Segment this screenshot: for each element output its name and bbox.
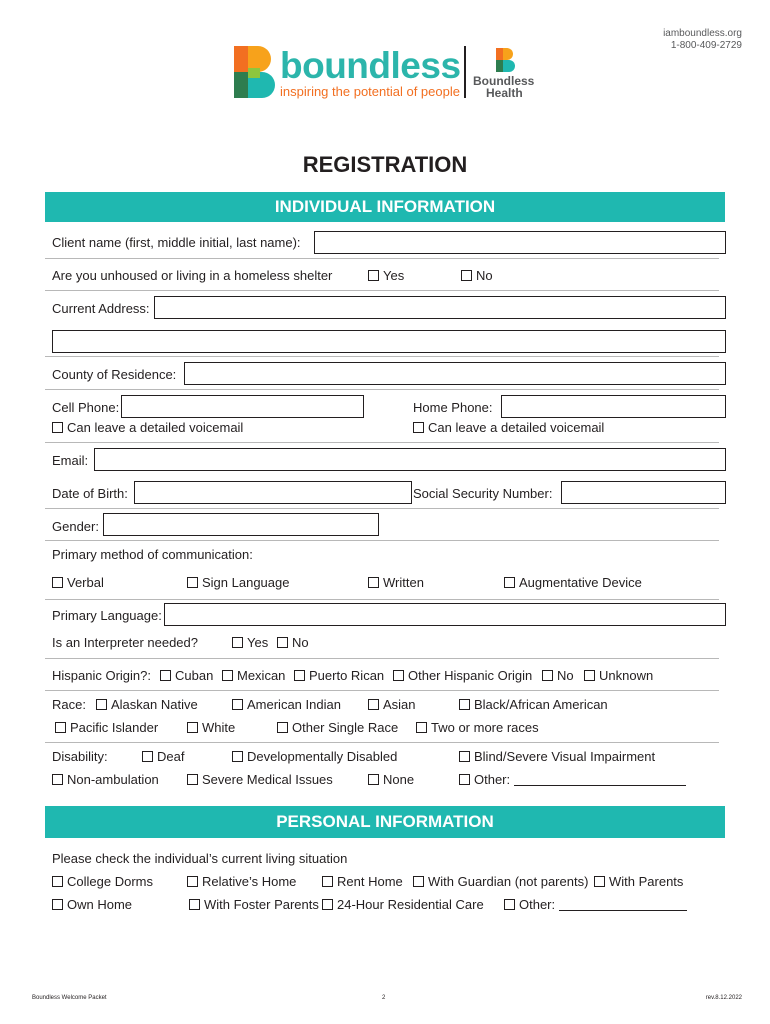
health-line2: Health xyxy=(486,86,523,100)
checkbox-icon xyxy=(277,722,288,733)
comm-sign-checkbox[interactable]: Sign Language xyxy=(187,575,289,591)
checkbox-icon xyxy=(368,270,379,281)
row-divider xyxy=(45,599,719,600)
row-divider xyxy=(45,442,719,443)
living-guardian-checkbox[interactable]: With Guardian (not parents) xyxy=(413,874,588,890)
county-input[interactable] xyxy=(184,362,726,385)
address-line1-input[interactable] xyxy=(154,296,726,319)
hispanic-no-checkbox[interactable]: No xyxy=(542,668,574,684)
row-divider xyxy=(45,389,719,390)
checkbox-icon xyxy=(504,899,515,910)
checkbox-icon xyxy=(294,670,305,681)
hispanic-cuban-checkbox[interactable]: Cuban xyxy=(160,668,213,684)
row-divider xyxy=(45,658,719,659)
checkbox-icon xyxy=(393,670,404,681)
disability-none-checkbox[interactable]: None xyxy=(368,772,414,788)
interpreter-no-checkbox[interactable]: No xyxy=(277,635,309,651)
checkbox-icon xyxy=(232,751,243,762)
home-phone-label: Home Phone: xyxy=(413,400,493,415)
brand-wordmark: boundless xyxy=(280,45,461,86)
primary-language-label: Primary Language: xyxy=(52,608,162,623)
living-foster-checkbox[interactable]: With Foster Parents xyxy=(189,897,319,913)
checkbox-icon xyxy=(277,637,288,648)
checkbox-icon xyxy=(322,876,333,887)
page-title: REGISTRATION xyxy=(302,152,468,177)
hispanic-mexican-checkbox[interactable]: Mexican xyxy=(222,668,285,684)
disability-deaf-checkbox[interactable]: Deaf xyxy=(142,749,184,765)
disability-medical-checkbox[interactable]: Severe Medical Issues xyxy=(187,772,333,788)
unhoused-no-checkbox[interactable]: No xyxy=(461,268,493,284)
brand-tagline: inspiring the potential of people xyxy=(280,84,460,99)
checkbox-icon xyxy=(594,876,605,887)
hispanic-unknown-checkbox[interactable]: Unknown xyxy=(584,668,653,684)
checkbox-icon xyxy=(187,722,198,733)
checkbox-icon xyxy=(52,899,63,910)
unhoused-yes-checkbox[interactable]: Yes xyxy=(368,268,404,284)
client-name-input[interactable] xyxy=(314,231,726,254)
checkbox-icon xyxy=(187,577,198,588)
checkbox-icon xyxy=(542,670,553,681)
home-voicemail-checkbox[interactable]: Can leave a detailed voicemail xyxy=(413,420,604,436)
race-other-single-checkbox[interactable]: Other Single Race xyxy=(277,720,398,736)
row-divider xyxy=(45,356,719,357)
checkbox-icon xyxy=(52,577,63,588)
primary-language-input[interactable] xyxy=(164,603,726,626)
dob-input[interactable] xyxy=(134,481,412,504)
disability-other-checkbox[interactable]: Other: xyxy=(459,772,686,788)
row-divider xyxy=(45,290,719,291)
hispanic-other-checkbox[interactable]: Other Hispanic Origin xyxy=(393,668,532,684)
living-rent-checkbox[interactable]: Rent Home xyxy=(322,874,403,890)
client-name-label: Client name (first, middle initial, last name): xyxy=(52,235,301,250)
row-divider xyxy=(45,508,719,509)
boundless-logo-icon xyxy=(232,44,280,102)
living-24hr-checkbox[interactable]: 24-Hour Residential Care xyxy=(322,897,484,913)
checkbox-icon xyxy=(189,899,200,910)
cell-phone-label: Cell Phone: xyxy=(52,400,120,415)
checkbox-icon xyxy=(413,422,424,433)
dob-label: Date of Birth: xyxy=(52,486,128,501)
race-white-checkbox[interactable]: White xyxy=(187,720,235,736)
email-label: Email: xyxy=(52,453,89,468)
race-asian-checkbox[interactable]: Asian xyxy=(368,697,416,713)
race-american-indian-checkbox[interactable]: American Indian xyxy=(232,697,341,713)
living-relative-checkbox[interactable]: Relative’s Home xyxy=(187,874,296,890)
home-phone-input[interactable] xyxy=(501,395,726,418)
checkbox-icon xyxy=(461,270,472,281)
checkbox-icon xyxy=(187,876,198,887)
health-line1: Boundless xyxy=(473,74,535,88)
boundless-health-logo-icon xyxy=(494,46,516,74)
footer-revision: rev.8.12.2022 xyxy=(705,995,742,1001)
checkbox-icon xyxy=(232,637,243,648)
race-black-checkbox[interactable]: Black/African American xyxy=(459,697,608,713)
email-input[interactable] xyxy=(94,448,726,471)
race-label: Race: xyxy=(52,697,86,712)
ssn-input[interactable] xyxy=(561,481,726,504)
footer-page-number: 2 xyxy=(382,995,386,1001)
checkbox-icon xyxy=(222,670,233,681)
current-address-label: Current Address: xyxy=(52,301,150,316)
checkbox-icon xyxy=(584,670,595,681)
gender-input[interactable] xyxy=(103,513,379,536)
checkbox-icon xyxy=(96,699,107,710)
comm-method-label: Primary method of communication: xyxy=(52,547,253,562)
checkbox-icon xyxy=(416,722,427,733)
checkbox-icon xyxy=(368,699,379,710)
disability-blind-checkbox[interactable]: Blind/Severe Visual Impairment xyxy=(459,749,655,765)
checkbox-icon xyxy=(368,774,379,785)
gender-label: Gender: xyxy=(52,519,99,534)
living-other-checkbox[interactable]: Other: xyxy=(504,897,687,913)
row-divider xyxy=(45,742,719,743)
website-text: iamboundless.org xyxy=(663,28,742,39)
checkbox-icon xyxy=(55,722,66,733)
hispanic-puerto-rican-checkbox[interactable]: Puerto Rican xyxy=(294,668,384,684)
checkbox-icon xyxy=(52,876,63,887)
checkbox-icon xyxy=(459,751,470,762)
disability-dev-checkbox[interactable]: Developmentally Disabled xyxy=(232,749,397,765)
disability-nonambulation-checkbox[interactable]: Non-ambulation xyxy=(52,772,159,788)
checkbox-icon xyxy=(187,774,198,785)
cell-voicemail-checkbox[interactable]: Can leave a detailed voicemail xyxy=(52,420,243,436)
checkbox-icon xyxy=(142,751,153,762)
footer-left: Boundless Welcome Packet xyxy=(32,995,107,1001)
checkbox-icon xyxy=(413,876,424,887)
checkbox-icon xyxy=(232,699,243,710)
disability-other-line[interactable] xyxy=(514,773,686,786)
comm-written-checkbox[interactable]: Written xyxy=(368,575,424,591)
hispanic-label: Hispanic Origin?: xyxy=(52,668,151,683)
ssn-label: Social Security Number: xyxy=(413,486,553,501)
phone-text: 1-800-409-2729 xyxy=(670,40,742,51)
comm-verbal-checkbox[interactable]: Verbal xyxy=(52,575,104,591)
race-two-or-more-checkbox[interactable]: Two or more races xyxy=(416,720,539,736)
living-other-line[interactable] xyxy=(559,898,687,911)
row-divider xyxy=(45,690,719,691)
checkbox-icon xyxy=(459,774,470,785)
address-line2-input[interactable] xyxy=(52,330,726,353)
race-pacific-checkbox[interactable]: Pacific Islander xyxy=(55,720,158,736)
checkbox-icon xyxy=(52,774,63,785)
living-own-home-checkbox[interactable]: Own Home xyxy=(52,897,132,913)
living-college-checkbox[interactable]: College Dorms xyxy=(52,874,153,890)
checkbox-icon xyxy=(504,577,515,588)
cell-phone-input[interactable] xyxy=(121,395,364,418)
unhoused-label: Are you unhoused or living in a homeless shelter xyxy=(52,268,333,283)
row-divider xyxy=(45,258,719,259)
checkbox-icon xyxy=(368,577,379,588)
interpreter-label: Is an Interpreter needed? xyxy=(52,635,198,650)
race-alaskan-checkbox[interactable]: Alaskan Native xyxy=(96,697,198,713)
row-divider xyxy=(45,540,719,541)
comm-augmentative-checkbox[interactable]: Augmentative Device xyxy=(504,575,642,591)
checkbox-icon xyxy=(52,422,63,433)
living-parents-checkbox[interactable]: With Parents xyxy=(594,874,683,890)
individual-info-banner: INDIVIDUAL INFORMATION xyxy=(45,192,725,222)
contact-info xyxy=(663,28,742,52)
interpreter-yes-checkbox[interactable]: Yes xyxy=(232,635,268,651)
personal-info-banner: PERSONAL INFORMATION xyxy=(45,806,725,838)
checkbox-icon xyxy=(160,670,171,681)
checkbox-icon xyxy=(459,699,470,710)
disability-label: Disability: xyxy=(52,749,108,764)
living-situation-label: Please check the individual’s current living situation xyxy=(52,851,348,866)
logo-divider xyxy=(464,46,466,98)
checkbox-icon xyxy=(322,899,333,910)
county-label: County of Residence: xyxy=(52,367,177,382)
